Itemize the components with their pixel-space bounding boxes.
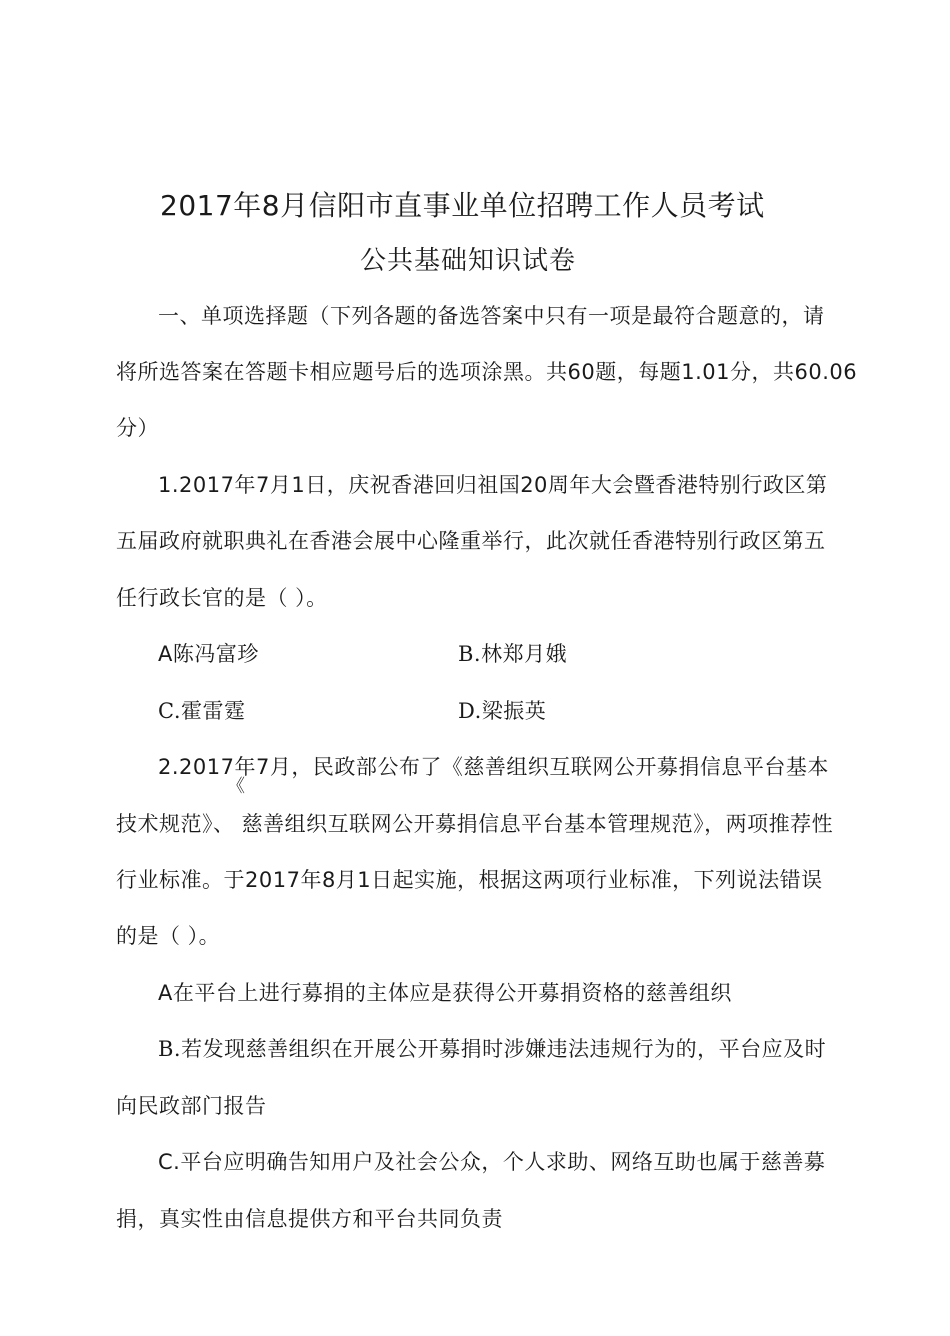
stray-bracket-mark: 《: [227, 776, 245, 797]
question-2-line-2: 技术规范》、 慈善组织互联网公开募捐信息平台基本管理规范》，两项推荐性: [116, 812, 834, 836]
question-2-line-4: 的是（ ）。: [116, 924, 221, 948]
section-heading-line-1: 一、单项选择题（下列各题的备选答案中只有一项是最符合题意的，请: [158, 304, 825, 328]
question-1-option-d: D.梁振英: [458, 699, 547, 723]
question-1-option-b: B.林郑月娥: [458, 642, 568, 666]
question-2-option-c-line-1: C.平台应明确告知用户及社会公众，个人求助、网络互助也属于慈善募: [158, 1150, 826, 1174]
exam-subtitle: 公共基础知识试卷: [360, 246, 577, 276]
question-1-line-2: 五届政府就职典礼在香港会展中心隆重举行，此次就任香港特别行政区第五: [116, 529, 826, 553]
question-1-line-1: 1.2017年7月1日，庆祝香港回归祖国20周年大会暨香港特别行政区第: [158, 473, 828, 497]
section-heading-line-3: 分）: [116, 416, 159, 440]
question-2-line-3: 行业标准。于2017年8月1日起实施，根据这两项行业标准，下列说法错误: [116, 868, 823, 892]
exam-title: 2017年8月信阳市直事业单位招聘工作人员考试: [160, 189, 765, 222]
question-2-line-1: 2.2017年7月，民政部公布了《慈善组织互联网公开募捐信息平台基本: [158, 755, 829, 779]
question-2-option-b-line-2: 向民政部门报告: [116, 1094, 267, 1118]
question-2-option-a: A在平台上进行募捐的主体应是获得公开募捐资格的慈善组织: [158, 981, 732, 1005]
question-1-line-3: 任行政长官的是（ ）。: [116, 586, 328, 610]
section-heading-line-2: 将所选答案在答题卡相应题号后的选项涂黑。共60题，每题1.01分，共60.06: [116, 360, 858, 384]
question-2-option-b-line-1: B.若发现慈善组织在开展公开募捐时涉嫌违法违规行为的，平台应及时: [158, 1037, 827, 1061]
question-1-option-c: C.霍雷霆: [158, 699, 246, 723]
question-1-option-a: A陈冯富珍: [158, 642, 259, 666]
question-2-option-c-line-2: 捐，真实性由信息提供方和平台共同负责: [116, 1207, 503, 1231]
